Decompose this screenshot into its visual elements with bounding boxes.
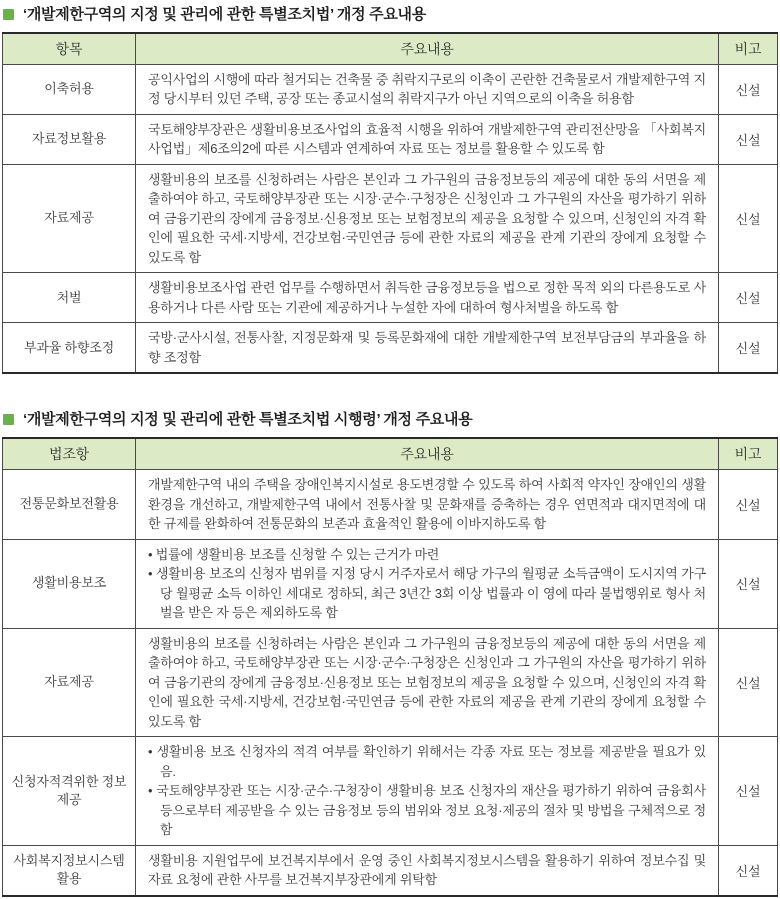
column-header-label: 항목 xyxy=(3,33,136,65)
table-row xyxy=(3,164,778,273)
row-label: 사회복지정보시스템 활용 xyxy=(3,845,136,896)
row-note: 신설 xyxy=(719,628,778,737)
bullet-paragraph: • 국토해양부장관 또는 시장·군수·구청장이 생활비용 보조 신청자의 재산을 평가하기 위하여 금융회사 등으로부터 제공받을 수 있는 금융정보 등의 범위와 정보 요청·제공의 절차 및 방법을 구체적으로 정함 xyxy=(148,783,706,837)
row-content xyxy=(136,628,719,737)
bullet-paragraph: • 생활비용 보조의 신청자 범위를 지정 당시 거주자로서 해당 가구의 월평균 소득금액이 도시지역 가구당 월평균 소득 이하인 세대로 정하되, 최근 3년간 3회 이상 법률과 이 영에 따라 불법행위로 형사 처벌을 받은 자 등은 제외하도록 함 xyxy=(148,566,706,620)
paragraph: 공익사업의 시행에 따라 철거되는 건축물 중 취락지구로의 이축이 곤란한 건축물로서 개발제한구역 지정 당시부터 있던 주택, 공장 또는 종교시설의 취락지구가 아닌 지역으로의 이축을 허용함 xyxy=(148,71,706,107)
table-body xyxy=(3,470,778,896)
section-heading-text: ‘개발제한구역의 지정 및 관리에 관한 특별조치법’ 개정 주요내용 xyxy=(23,6,426,23)
amendment-table xyxy=(2,437,778,897)
row-content xyxy=(136,273,719,323)
row-content xyxy=(136,164,719,273)
law-section xyxy=(2,6,778,374)
column-header-note: 비고 xyxy=(719,33,778,65)
square-bullet-icon xyxy=(3,414,14,425)
table-row xyxy=(3,273,778,323)
row-note: 신설 xyxy=(719,323,778,374)
paragraph: 생활비용의 보조를 신청하려는 사람은 본인과 그 가구원의 금융정보등의 제공에 대한 동의 서면을 제출하여야 하고, 국토해양부장관 또는 시장·군수·구청장은 신청인과 그 가구원의 자산을 평가하기 위하여 금융기관의 장에게 금융정보·신용정보 또는 보험정보의 제공을 요청할 수 있으며, 신청인의 자격 확인에 필요한 국세·지방세, 건강보험·국민연금 등에 관한 자료의 제공을 관계 기관의 장에게 요청할 수 있도록 함 xyxy=(148,635,706,729)
row-note: 신설 xyxy=(719,273,778,323)
paragraph: 개발제한구역 내의 주택을 장애인복지시설로 용도변경할 수 있도록 하여 사회적 약자인 장애인의 생활환경을 개선하고, 개발제한구역 내에서 전통사찰 및 문화재를 증축하는 경우 연면적과 대지면적에 대한 규제를 완화하여 전통문화의 보존과 효율적인 활용에 이바지하도록 함 xyxy=(148,477,706,531)
square-bullet-icon xyxy=(3,9,14,20)
row-content xyxy=(136,737,719,846)
row-content xyxy=(136,539,719,628)
paragraph: 생활비용보조사업 관련 업무를 수행하면서 취득한 금융정보등을 법으로 정한 목적 외의 다른용도로 사용하거나 다른 사람 또는 기관에 제공하거나 누설한 자에 대하여 형사처벌을 하도록 함 xyxy=(148,280,706,315)
row-content xyxy=(136,323,719,374)
row-label: 전통문화보전활용 xyxy=(3,470,136,540)
table-row xyxy=(3,64,778,114)
section-heading xyxy=(3,6,778,25)
table-row xyxy=(3,845,778,896)
row-content xyxy=(136,845,719,896)
paragraph: 생활비용 지원업무에 보건복지부에서 운영 중인 사회복지정보시스템을 활용하기 위하여 정보수집 및 자료 요청에 관한 사무를 보건복지부장관에게 위탁함 xyxy=(148,852,706,887)
amendment-table xyxy=(2,32,778,375)
row-label: 자료제공 xyxy=(3,628,136,737)
column-header-label: 법조항 xyxy=(3,438,136,470)
law-section xyxy=(2,411,778,896)
table-row xyxy=(3,737,778,846)
table-row xyxy=(3,323,778,374)
row-note: 신설 xyxy=(719,845,778,896)
bullet-paragraph: • 법률에 생활비용 보조를 신청할 수 있는 근거가 마련 xyxy=(148,546,440,562)
row-note: 신설 xyxy=(719,114,778,164)
row-note: 신설 xyxy=(719,164,778,273)
table-row xyxy=(3,628,778,737)
header-row xyxy=(3,33,778,65)
table-row xyxy=(3,539,778,628)
table-body xyxy=(3,64,778,373)
bullet-paragraph: • 생활비용 보조 신청자의 적격 여부를 확인하기 위해서는 각종 자료 또는 정보를 제공받을 필요가 있음. xyxy=(148,744,706,779)
row-label: 자료제공 xyxy=(3,164,136,273)
row-note: 신설 xyxy=(719,539,778,628)
column-header-content: 주요내용 xyxy=(136,33,719,65)
paragraph: 생활비용의 보조를 신청하려는 사람은 본인과 그 가구원의 금융정보등의 제공에 대한 동의 서면을 제출하여야 하고, 국토해양부장관 또는 시장·군수·구청장은 신청인과 그 가구원의 자산을 평가하기 위하여 금융기관의 장에게 금융정보·신용정보 또는 보험정보의 제공을 요청할 수 있으며, 신청인의 자격 확인에 필요한 국세·지방세, 건강보험·국민연금 등에 관한 자료의 제공을 관계 기관의 장에게 요청할 수 있도록 함 xyxy=(148,171,706,265)
row-content xyxy=(136,470,719,540)
paragraph: 국방·군사시설, 전통사찰, 지정문화재 및 등록문화재에 대한 개발제한구역 보전부담금의 부과율을 하향 조정함 xyxy=(148,330,706,365)
paragraph: 국토해양부장관은 생활비용보조사업의 효율적 시행을 위하여 개발제한구역 관리전산망을 「사회복지사업법」제6조의2에 따른 시스템과 연계하여 자료 또는 정보를 활용할 수 있도록 함 xyxy=(148,121,706,157)
table-head xyxy=(3,33,778,65)
row-note: 신설 xyxy=(719,64,778,114)
section-heading xyxy=(3,411,778,430)
row-note: 신설 xyxy=(719,737,778,846)
row-label: 생활비용보조 xyxy=(3,539,136,628)
table-row xyxy=(3,114,778,164)
row-label: 이축허용 xyxy=(3,64,136,114)
header-row xyxy=(3,438,778,470)
table-head xyxy=(3,438,778,470)
sections-container xyxy=(2,6,778,897)
column-header-note: 비고 xyxy=(719,438,778,470)
section-heading-text: ‘개발제한구역의 지정 및 관리에 관한 특별조치법 시행령’ 개정 주요내용 xyxy=(23,411,473,429)
row-content xyxy=(136,114,719,164)
row-label: 신청자적격위한 정보제공 xyxy=(3,737,136,846)
row-note: 신설 xyxy=(719,470,778,540)
row-label: 자료정보활용 xyxy=(3,114,136,164)
column-header-content: 주요내용 xyxy=(136,438,719,470)
table-row xyxy=(3,470,778,540)
row-label: 부과율 하향조정 xyxy=(3,323,136,374)
row-label: 처벌 xyxy=(3,273,136,323)
row-content xyxy=(136,64,719,114)
